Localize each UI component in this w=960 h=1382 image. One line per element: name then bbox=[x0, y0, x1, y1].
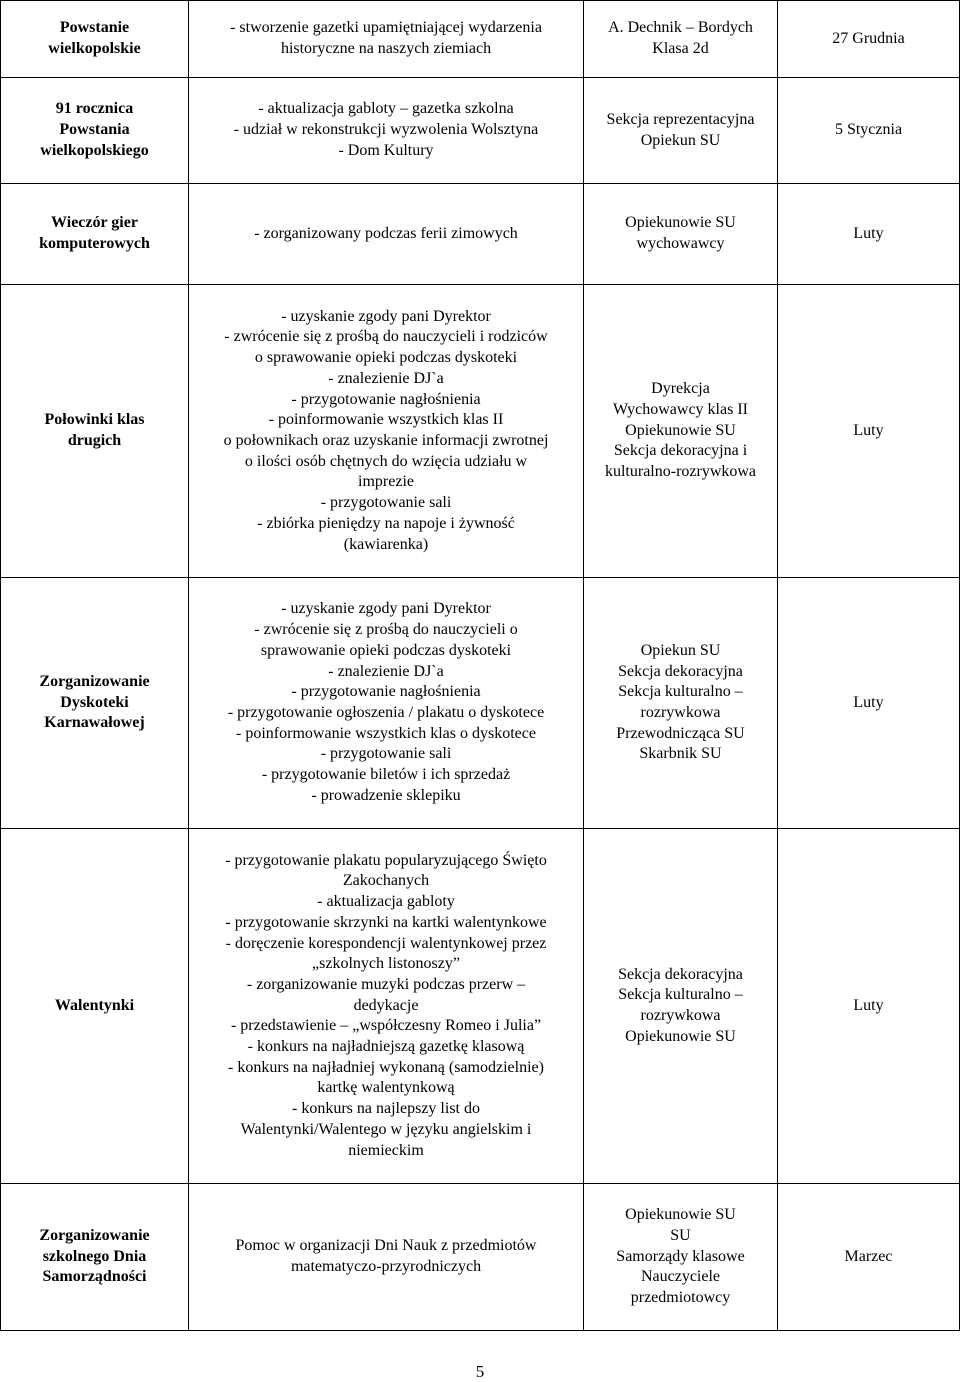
tasks-line: - aktualizacja gabloty bbox=[317, 893, 455, 911]
table-row bbox=[1, 578, 960, 829]
tasks-line: „szkolnych listonoszy” bbox=[312, 955, 460, 973]
date-cell bbox=[778, 285, 960, 578]
tasks-line: - konkurs na najładniej wykonaną (samodzielnie) bbox=[228, 1058, 544, 1076]
tasks-line: - udział w rekonstrukcji wyzwolenia Wolsztyna bbox=[233, 121, 539, 139]
tasks-line: o połownikach oraz uzyskanie informacji zwrotnej bbox=[223, 432, 549, 449]
tasks-line: imprezie bbox=[358, 473, 414, 491]
tasks-line: - przygotowanie sali bbox=[320, 745, 452, 763]
responsible-line: Klasa 2d bbox=[652, 40, 709, 57]
tasks-line: - Dom Kultury bbox=[338, 141, 434, 159]
event-line: Zorganizowanie bbox=[39, 1226, 150, 1244]
tasks-line: matematyczo-przyrodniczych bbox=[290, 1258, 482, 1275]
tasks-line: - zbiórka pieniędzy na napoje i żywność bbox=[257, 514, 515, 532]
event-line: Dyskoteki bbox=[60, 693, 129, 711]
event-cell bbox=[1, 285, 189, 578]
date-cell bbox=[778, 78, 960, 184]
responsible-line: Opiekunowie SU bbox=[625, 214, 736, 232]
event-line: Powstania bbox=[59, 121, 130, 139]
tasks-line: - konkurs na najlepszy list do bbox=[292, 1100, 480, 1118]
responsible-line: Sekcja dekoracyjna bbox=[618, 965, 743, 983]
table-row bbox=[1, 285, 960, 578]
tasks-line: - doręczenie korespondencji walentynkowej przez bbox=[225, 934, 547, 952]
table-row bbox=[1, 184, 960, 285]
responsible-line: wychowawcy bbox=[636, 235, 725, 252]
tasks-line: - przygotowanie biletów i ich sprzedaż bbox=[261, 766, 511, 784]
plan-table-body bbox=[1, 1, 960, 1331]
responsible-line: Przewodnicząca SU bbox=[616, 724, 745, 742]
tasks-line: niemieckim bbox=[348, 1141, 424, 1159]
tasks-line: - przygotowanie sali bbox=[320, 494, 452, 512]
responsible-line: przedmiotowcy bbox=[630, 1289, 731, 1307]
tasks-line: - zwrócenie się z prośbą do nauczycieli o bbox=[254, 621, 518, 639]
date-text: Luty bbox=[853, 224, 884, 242]
responsible-line: Sekcja kulturalno – bbox=[618, 683, 743, 701]
responsible-line: Sekcja dekoracyjna bbox=[618, 662, 743, 680]
tasks-cell bbox=[189, 184, 584, 285]
responsible-line: Opiekunowie SU bbox=[625, 1027, 736, 1045]
tasks-line: - przygotowanie plakatu popularyzującego Święto bbox=[225, 851, 547, 869]
date-text: Marzec bbox=[844, 1247, 893, 1265]
event-line: Karnawałowej bbox=[44, 714, 145, 732]
responsible-cell bbox=[584, 184, 778, 285]
tasks-cell bbox=[189, 578, 584, 829]
date-text: Luty bbox=[853, 996, 884, 1014]
event-line: Powstanie bbox=[59, 19, 130, 37]
tasks-line: historyczne na naszych ziemiach bbox=[280, 40, 492, 57]
table-row bbox=[1, 829, 960, 1184]
date-text: Luty bbox=[853, 421, 884, 439]
tasks-line: - prowadzenie sklepiku bbox=[311, 786, 461, 804]
event-cell bbox=[1, 1, 189, 78]
event-line: szkolnego Dnia bbox=[42, 1247, 147, 1265]
responsible-cell bbox=[584, 78, 778, 184]
responsible-line: Opiekun SU bbox=[640, 131, 721, 149]
tasks-line: - konkurs na najładniejszą gazetkę klasową bbox=[247, 1038, 525, 1056]
tasks-line: - poinformowanie wszystkich klas o dyskotece bbox=[236, 724, 536, 742]
tasks-line: - przygotowanie nagłośnienia bbox=[291, 683, 481, 701]
tasks-cell bbox=[189, 285, 584, 578]
tasks-line: - uzyskanie zgody pani Dyrektor bbox=[281, 307, 491, 325]
event-line: wielkopolskie bbox=[48, 40, 141, 57]
tasks-line: Walentynki/Walentego w języku angielskim i bbox=[240, 1120, 532, 1138]
responsible-line: Sekcja kulturalno – bbox=[618, 986, 743, 1004]
tasks-line: Zakochanych bbox=[342, 872, 430, 890]
tasks-line: dedykacje bbox=[353, 996, 419, 1014]
tasks-line: o sprawowanie opieki podczas dyskoteki bbox=[254, 349, 518, 367]
event-line: Wieczór gier bbox=[51, 214, 138, 232]
responsible-line: Skarbnik SU bbox=[639, 745, 722, 763]
tasks-line: - aktualizacja gabloty – gazetka szkolna bbox=[258, 100, 514, 118]
event-line: wielkopolskiego bbox=[40, 141, 149, 159]
responsible-cell bbox=[584, 829, 778, 1184]
page-number: 5 bbox=[475, 1362, 485, 1381]
date-text: 27 Grudnia bbox=[832, 29, 905, 47]
table-row bbox=[1, 1184, 960, 1331]
table-row bbox=[1, 78, 960, 184]
tasks-line: Pomoc w organizacji Dni Nauk z przedmiotów bbox=[235, 1237, 537, 1255]
tasks-line: - poinformowanie wszystkich klas II bbox=[268, 411, 504, 429]
responsible-line: Sekcja reprezentacyjna bbox=[606, 110, 755, 128]
tasks-line: - przygotowanie ogłoszenia / plakatu o dyskotece bbox=[227, 704, 545, 721]
tasks-cell bbox=[189, 1, 584, 78]
date-text: Luty bbox=[853, 693, 884, 711]
table-row bbox=[1, 1, 960, 78]
tasks-line: - zwrócenie się z prośbą do nauczycieli i rodziców bbox=[224, 328, 548, 346]
date-cell bbox=[778, 1, 960, 78]
date-cell bbox=[778, 184, 960, 285]
tasks-line: - przedstawienie – „współczesny Romeo i Julia” bbox=[230, 1017, 542, 1035]
date-cell bbox=[778, 829, 960, 1184]
responsible-line: Opiekunowie SU bbox=[625, 1206, 736, 1224]
date-text: 5 Stycznia bbox=[834, 121, 903, 139]
event-line: Zorganizowanie bbox=[39, 672, 150, 690]
event-cell bbox=[1, 184, 189, 285]
responsible-line: rozrywkowa bbox=[640, 704, 721, 721]
responsible-line: Dyrekcja bbox=[651, 380, 710, 398]
tasks-cell bbox=[189, 829, 584, 1184]
event-line: komputerowych bbox=[39, 235, 150, 252]
event-line: Samorządności bbox=[42, 1268, 147, 1286]
responsible-line: SU bbox=[670, 1226, 691, 1244]
responsible-line: A. Dechnik – Bordych bbox=[608, 19, 753, 37]
responsible-line: kulturalno-rozrywkowa bbox=[604, 463, 757, 481]
event-cell bbox=[1, 578, 189, 829]
tasks-line: - zorganizowany podczas ferii zimowych bbox=[254, 224, 518, 242]
tasks-line: - uzyskanie zgody pani Dyrektor bbox=[281, 600, 491, 618]
tasks-line: (kawiarenka) bbox=[343, 535, 429, 553]
tasks-cell bbox=[189, 1184, 584, 1331]
tasks-cell bbox=[189, 78, 584, 184]
responsible-line: Wychowawcy klas II bbox=[613, 400, 748, 418]
tasks-line: - znalezienie DJ`a bbox=[328, 662, 444, 680]
tasks-line: sprawowanie opieki podczas dyskoteki bbox=[260, 641, 512, 659]
event-line: Połowinki klas bbox=[44, 411, 145, 429]
event-line: drugich bbox=[67, 432, 122, 449]
event-cell bbox=[1, 78, 189, 184]
responsible-line: Sekcja dekoracyjna i bbox=[613, 442, 748, 460]
date-cell bbox=[778, 578, 960, 829]
tasks-line: o ilości osób chętnych do wzięcia udziału w bbox=[244, 452, 528, 470]
responsible-cell bbox=[584, 1, 778, 78]
tasks-line: kartkę walentynkową bbox=[317, 1079, 455, 1097]
responsible-line: Nauczyciele bbox=[640, 1268, 721, 1286]
tasks-line: - przygotowanie skrzynki na kartki walentynkowe bbox=[225, 913, 547, 931]
tasks-line: - znalezienie DJ`a bbox=[328, 369, 444, 387]
responsible-cell bbox=[584, 285, 778, 578]
responsible-line: Opiekun SU bbox=[640, 641, 721, 659]
tasks-line: - zorganizowanie muzyki podczas przerw – bbox=[246, 975, 526, 993]
responsible-line: Opiekunowie SU bbox=[625, 421, 736, 439]
event-cell bbox=[1, 829, 189, 1184]
responsible-cell bbox=[584, 578, 778, 829]
responsible-line: Samorządy klasowe bbox=[616, 1247, 745, 1265]
date-cell bbox=[778, 1184, 960, 1331]
event-line: 91 rocznica bbox=[55, 100, 134, 118]
tasks-line: - przygotowanie nagłośnienia bbox=[291, 390, 481, 408]
event-cell bbox=[1, 1184, 189, 1331]
responsible-cell bbox=[584, 1184, 778, 1331]
tasks-line: - stworzenie gazetki upamiętniającej wydarzenia bbox=[230, 19, 542, 37]
event-line: Walentynki bbox=[54, 996, 135, 1014]
responsible-line: rozrywkowa bbox=[640, 1007, 721, 1024]
